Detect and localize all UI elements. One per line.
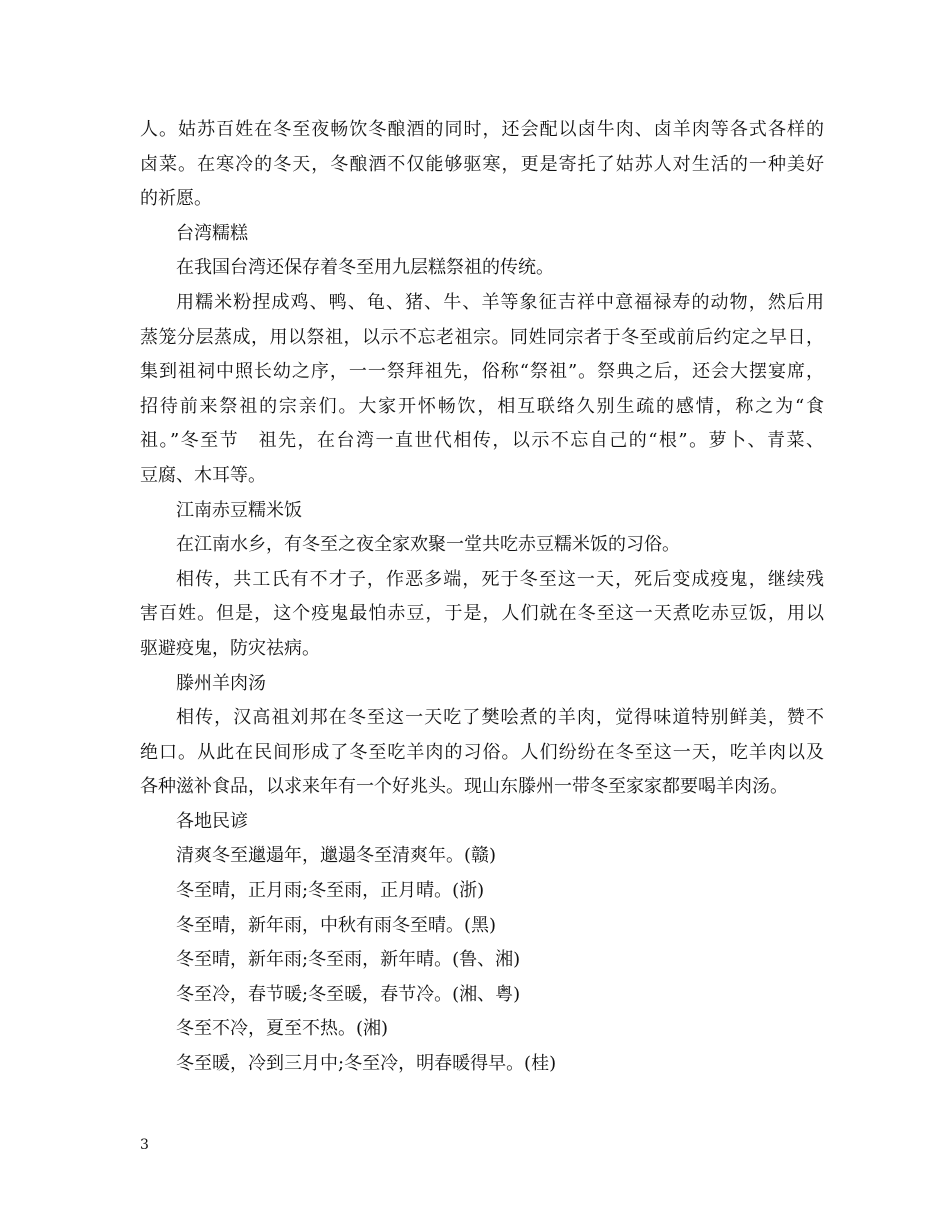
- paragraph-line: 卤菜。在寒冷的冬天，冬酿酒不仅能够驱寒，更是寄托了姑苏人对生活的一种美好: [140, 153, 824, 175]
- paragraph-line: 招待前来祭祖的宗亲们。大家开怀畅饮，相互联络久别生疏的感情，称之为“食: [140, 395, 824, 417]
- proverb-line: 冬至晴，新年雨，中秋有雨冬至晴。(黑): [176, 914, 497, 936]
- paragraph-line: 豆腐、木耳等。: [140, 464, 266, 486]
- paragraph-line: 在我国台湾还保存着冬至用九层糕祭祖的传统。: [176, 257, 554, 279]
- paragraph-line: 绝口。从此在民间形成了冬至吃羊肉的习俗。人们纷纷在冬至这一天，吃羊肉以及: [140, 741, 824, 763]
- section-heading: 江南赤豆糯米饭: [176, 499, 302, 521]
- proverb-line: 冬至不冷，夏至不热。(湘): [176, 1018, 389, 1040]
- paragraph-line: 的祈愿。: [140, 188, 212, 210]
- paragraph-line: 祖。”冬至节 祖先，在台湾一直世代相传，以示不忘自己的“根”。萝卜、青菜、: [140, 430, 824, 452]
- paragraph-line: 害百姓。但是，这个疫鬼最怕赤豆，于是，人们就在冬至这一天煮吃赤豆饭，用以: [140, 603, 824, 625]
- section-heading: 各地民谚: [176, 810, 248, 832]
- proverb-line: 冬至晴，新年雨;冬至雨，新年晴。(鲁、湘): [176, 949, 521, 971]
- body-text: [140, 113, 824, 1082]
- paragraph-line: 各种滋补食品，以求来年有一个好兆头。现山东滕州一带冬至家家都要喝羊肉汤。: [140, 776, 788, 798]
- page-number: 3: [140, 1137, 149, 1153]
- paragraph-line: 相传，共工氏有不才子，作恶多端，死于冬至这一天，死后变成疫鬼，继续残: [176, 568, 824, 590]
- paragraph-line: 人。姑苏百姓在冬至夜畅饮冬酿酒的同时，还会配以卤牛肉、卤羊肉等各式各样的: [140, 119, 824, 140]
- paragraph-line: 驱避疫鬼，防灾祛病。: [140, 637, 320, 659]
- paragraph-line: 蒸笼分层蒸成，用以祭祖，以示不忘老祖宗。同姓同宗者于冬至或前后约定之早日，: [140, 326, 824, 348]
- paragraph-line: 相传，汉高祖刘邦在冬至这一天吃了樊哙煮的羊肉，觉得味道特别鲜美，赞不: [176, 707, 824, 729]
- section-heading: 台湾糯糕: [176, 222, 248, 244]
- paragraph-line: 在江南水乡，有冬至之夜全家欢聚一堂共吃赤豆糯米饭的习俗。: [176, 534, 680, 556]
- proverb-line: 冬至暖，冷到三月中;冬至冷，明春暖得早。(桂): [176, 1053, 557, 1075]
- proverb-line: 清爽冬至邋遢年，邋遢冬至清爽年。(赣): [176, 845, 497, 867]
- section-heading: 滕州羊肉汤: [176, 672, 266, 694]
- proverb-line: 冬至晴，正月雨;冬至雨，正月晴。(浙): [176, 880, 485, 902]
- paragraph-line: 集到祖祠中照长幼之序，一一祭拜祖先，俗称“祭祖”。祭典之后，还会大摆宴席，: [140, 361, 824, 383]
- paragraph-line: 用糯米粉捏成鸡、鸭、龟、猪、牛、羊等象征吉祥中意福禄寿的动物，然后用: [176, 291, 824, 313]
- proverb-line: 冬至冷，春节暖;冬至暖，春节冷。(湘、粤): [176, 983, 521, 1005]
